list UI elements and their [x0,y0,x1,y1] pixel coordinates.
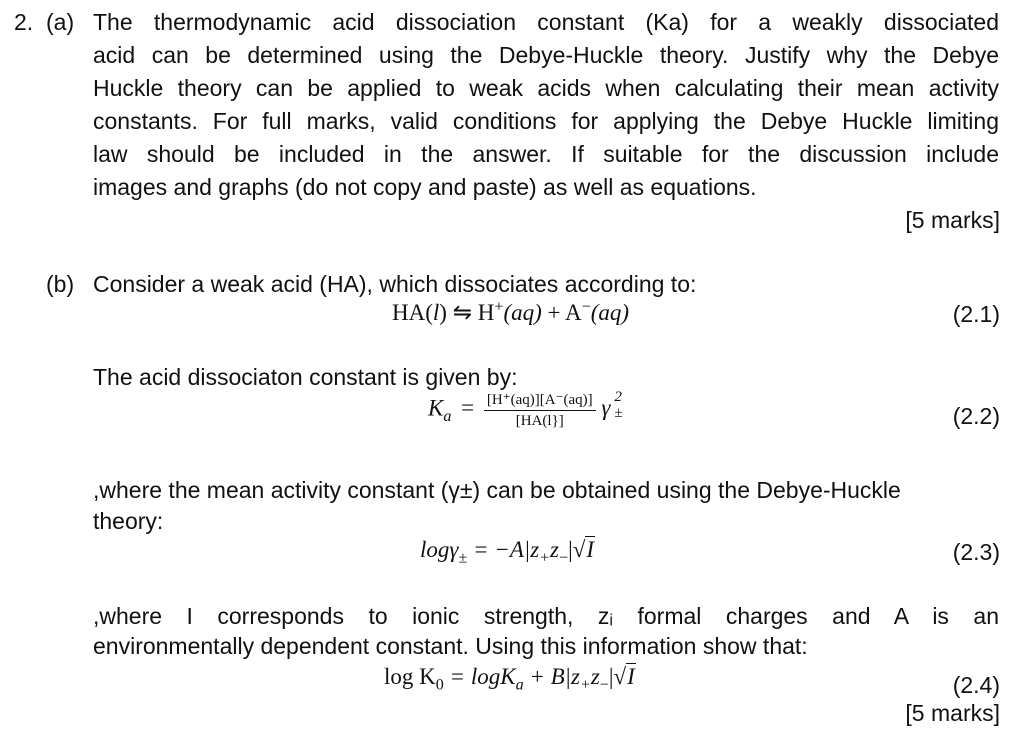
eq2-equals: = [461,395,475,421]
eq4-rest: + B|z [523,664,580,689]
part-a-label: (a) [46,9,75,35]
question-number: 2. [14,9,34,35]
eq4-sqrt [613,664,635,690]
eq1-a: A [564,300,582,325]
equilibrium-arrow: ⇋ [452,300,472,325]
eq1-liquid: l [432,300,440,325]
eq4-ka-sub: a [515,676,524,694]
part-b-label: (b) [46,271,75,297]
eq2-numerator: [H⁺(aq)][A⁻(aq)] [484,390,596,411]
eq1-aq2: (aq) [590,300,630,325]
eq1-plus-charge: + [494,298,504,316]
equation-2-4 [384,664,636,694]
eq4-z: z [590,664,600,689]
eq4-log-k: log K [384,664,436,689]
eq2-gamma-sub: ± [614,405,623,422]
part-b-intro: Consider a weak acid (HA), which dissociates according to: [93,271,697,297]
eq-number-2-2: (2.2) [952,403,1000,429]
eq-number-2-4: (2.4) [952,672,1000,698]
eq2-gamma-symbol: γ [601,395,611,421]
eq3-z: z [550,537,559,562]
eq3-log-gamma: logγ [420,537,459,562]
eq3-pm: ± [458,549,468,567]
eq3-rhs: = −A|z [467,537,540,562]
sqrt-symbol: √ [613,664,627,689]
where-text-2: ,where I corresponds to ionic strength, zᵢ formal charges and A is an [93,603,999,629]
eq4-zminus: − [599,676,609,694]
equation-2-3 [420,537,595,567]
eq2-fraction [484,390,596,430]
part-a-text [93,6,999,204]
eq1-aq1: (aq) [503,300,542,325]
eq4-zplus: + [579,676,591,694]
eq2-k-sub: a [443,407,452,425]
eq1-minus-charge: − [581,298,591,316]
eq4-rhs: = logK [443,664,516,689]
eq2-gamma-sup: 2 [614,389,622,406]
eq2-k: K [428,395,444,421]
eq1-close: ) [439,300,447,325]
eq3-bar: | [568,537,573,562]
eq-number-2-1: (2.1) [952,301,1000,327]
eq3-sqrt [573,537,595,563]
eq4-ionic-strength: I [627,664,635,689]
eq4-bar: | [608,664,614,689]
part-a-line-2: acid can be determined using the Debye-Huckle theory. Justify why the Debye [93,42,999,68]
eq-number-2-3: (2.3) [952,539,1000,565]
where-text-1-cont: theory: [93,508,164,534]
where-text-2-cont: environmentally dependent constant. Using this information show that: [93,633,808,659]
part-a-line-5: law should be included in the answer. If suitable for the discussion include [93,141,999,167]
part-a-line-1: The thermodynamic acid dissociation constant (Ka) for a weakly dissociated [93,9,999,35]
eq3-zplus: + [539,549,551,567]
part-a-line-4: constants. For full marks, valid conditions for applying the Debye Huckle limiting [93,108,999,134]
eq2-gamma [601,389,623,422]
eq1-h: H [477,300,495,325]
equation-2-2 [428,389,623,430]
sqrt-symbol: √ [572,537,586,562]
part-b-marks: [5 marks] [905,700,1000,726]
where-text-1: ,where the mean activity constant (γ±) can be obtained using the Debye-Huckle [93,477,901,503]
eq3-ionic-strength: I [586,537,594,562]
part-a-line-3: Huckle theory can be applied to weak acids when calculating their mean activity [93,75,999,101]
part-a-line-6: images and graphs (do not copy and paste) as well as equations. [93,174,757,200]
eq1-plus: + [547,300,561,325]
eq1-ha: HA( [392,300,433,325]
part-a-marks: [5 marks] [905,207,1000,233]
equation-2-1 [392,300,629,326]
given-by-text: The acid dissociaton constant is given by: [93,364,518,390]
eq2-denominator: [HA(l}] [515,413,564,429]
eq3-zminus: − [559,549,569,567]
eq4-k0-sub: 0 [435,676,444,694]
